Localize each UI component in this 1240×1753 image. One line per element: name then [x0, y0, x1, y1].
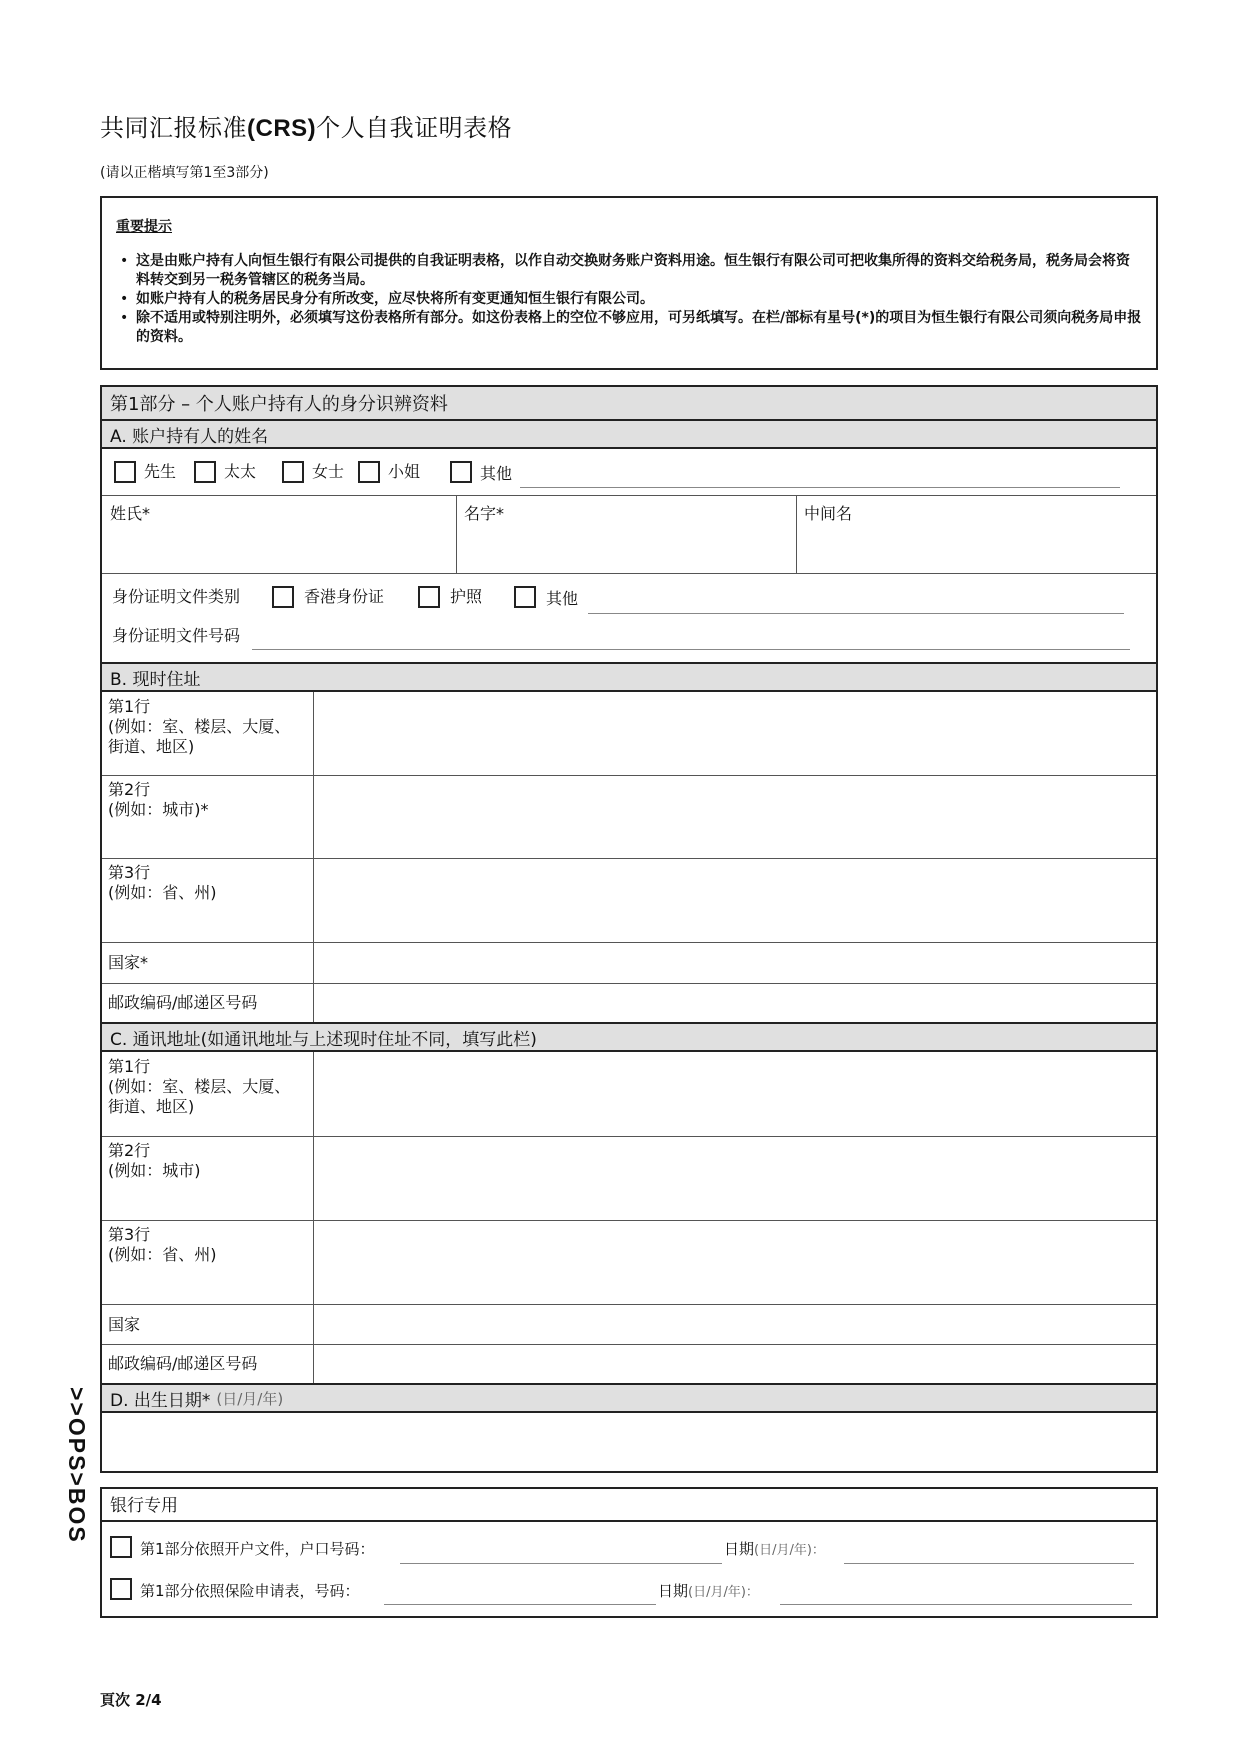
id-number-input[interactable]: [252, 649, 1130, 650]
other-salutation-input[interactable]: [520, 487, 1120, 488]
id-type-option: 其他: [546, 589, 579, 608]
checkbox-miss[interactable]: [358, 461, 380, 483]
mail-postal-code-field[interactable]: [315, 1345, 1156, 1383]
checkbox-passport[interactable]: [418, 586, 440, 608]
address-line2-label: 第2行 (例如：城市): [108, 1141, 201, 1180]
checkbox-other-salutation[interactable]: [450, 461, 472, 483]
salutation-label: 太太: [224, 462, 257, 481]
account-opening-label: 第1部分依照开户文件，户口号码：: [140, 1540, 375, 1558]
page-number: 頁次 2/4: [100, 1691, 162, 1709]
res-address-line2-field[interactable]: [315, 776, 1156, 858]
section-b-header: B. 现时住址: [102, 662, 1156, 692]
date-input[interactable]: [780, 1604, 1132, 1605]
section-c-header: C. 通讯地址(如通讯地址与上述现时住址不同，填写此栏): [102, 1022, 1156, 1052]
id-type-label: 身份证明文件类别: [112, 587, 241, 606]
checkbox-ms[interactable]: [282, 461, 304, 483]
surname-label: 姓氏*: [110, 504, 151, 523]
page-subtitle: (请以正楷填写第1至3部分): [100, 165, 269, 181]
id-number-label: 身份证明文件号码: [112, 626, 241, 645]
date-label: 日期(日/月/年)：: [658, 1582, 759, 1600]
res-address-line1-field[interactable]: [315, 692, 1156, 774]
address-line1-label: 第1行 (例如：室、楼层、大厦、 街道、地区): [108, 1057, 291, 1116]
insurance-number-input[interactable]: [384, 1604, 656, 1605]
id-type-option: 护照: [450, 587, 483, 606]
bank-use-title: 银行专用: [110, 1496, 178, 1516]
bank-use-box: [100, 1487, 1158, 1618]
account-number-input[interactable]: [400, 1563, 722, 1564]
checkbox-hkid[interactable]: [272, 586, 294, 608]
checkbox-account-opening[interactable]: [110, 1536, 132, 1558]
other-id-input[interactable]: [588, 613, 1124, 614]
id-type-option: 香港身份证: [304, 587, 385, 606]
notice-title: 重要提示: [116, 219, 172, 235]
given-name-label: 名字*: [464, 504, 505, 523]
country-label: 国家*: [108, 953, 149, 972]
important-notice-box: [100, 196, 1158, 370]
date-input[interactable]: [844, 1563, 1134, 1564]
res-address-line3-field[interactable]: [315, 859, 1156, 941]
country-label: 国家: [108, 1315, 141, 1334]
part1-header: 第1部分 – 个人账户持有人的身分识辨资料: [102, 385, 1156, 421]
checkbox-other-id[interactable]: [514, 586, 536, 608]
given-name-field[interactable]: [458, 497, 796, 573]
section-d-header: D. 出生日期* (日/月/年): [102, 1383, 1156, 1413]
salutation-label: 女士: [312, 462, 345, 481]
mail-country-field[interactable]: [315, 1305, 1156, 1344]
notice-item: • 如账户持有人的税务居民身分有所改变，应尽快将所有变更通知恒生银行有限公司。: [114, 290, 1142, 309]
notice-item: • 这是由账户持有人向恒生银行有限公司提供的自我证明表格，以作自动交换财务账户资料用途。恒生银行有限公司可把收集所得的资料交给税务局，税务局会将资料转交到另一税务管辖区的税务当局。: [114, 252, 1142, 290]
notice-list: [114, 252, 1142, 347]
section-a-header: A. 账户持有人的姓名: [102, 419, 1156, 449]
salutation-label: 小姐: [388, 462, 421, 481]
res-country-field[interactable]: [315, 943, 1156, 982]
res-postal-code-field[interactable]: [315, 984, 1156, 1022]
address-line3-label: 第3行 (例如：省、州): [108, 1225, 217, 1264]
postal-code-label: 邮政编码/邮递区号码: [108, 993, 258, 1012]
mail-address-line2-field[interactable]: [315, 1137, 1156, 1220]
checkbox-insurance[interactable]: [110, 1578, 132, 1600]
checkbox-mr[interactable]: [114, 461, 136, 483]
date-label: 日期(日/月/年)：: [724, 1540, 825, 1558]
checkbox-mrs[interactable]: [194, 461, 216, 483]
salutation-label: 其他: [480, 464, 513, 483]
salutation-label: 先生: [144, 462, 177, 481]
postal-code-label: 邮政编码/邮递区号码: [108, 1354, 258, 1373]
middle-name-label: 中间名: [804, 504, 853, 523]
address-line2-label: 第2行 (例如：城市)*: [108, 780, 209, 819]
mail-address-line3-field[interactable]: [315, 1221, 1156, 1304]
address-line1-label: 第1行 (例如：室、楼层、大厦、 街道、地区): [108, 697, 291, 756]
mail-address-line1-field[interactable]: [315, 1052, 1156, 1135]
surname-field[interactable]: [102, 497, 456, 573]
part1-form: [100, 385, 1158, 1473]
middle-name-field[interactable]: [798, 497, 1156, 573]
insurance-label: 第1部分依照保险申请表，号码：: [140, 1582, 360, 1600]
notice-item: • 除不适用或特别注明外，必须填写这份表格所有部分。如这份表格上的空位不够应用，可另纸填写。在栏/部标有星号(*)的项目为恒生银行有限公司须向税务局申报的资料。: [114, 309, 1142, 347]
address-line3-label: 第3行 (例如：省、州): [108, 863, 217, 902]
page-title: 共同汇报标准(CRS)个人自我证明表格: [100, 114, 513, 142]
date-of-birth-field[interactable]: [102, 1415, 1156, 1471]
